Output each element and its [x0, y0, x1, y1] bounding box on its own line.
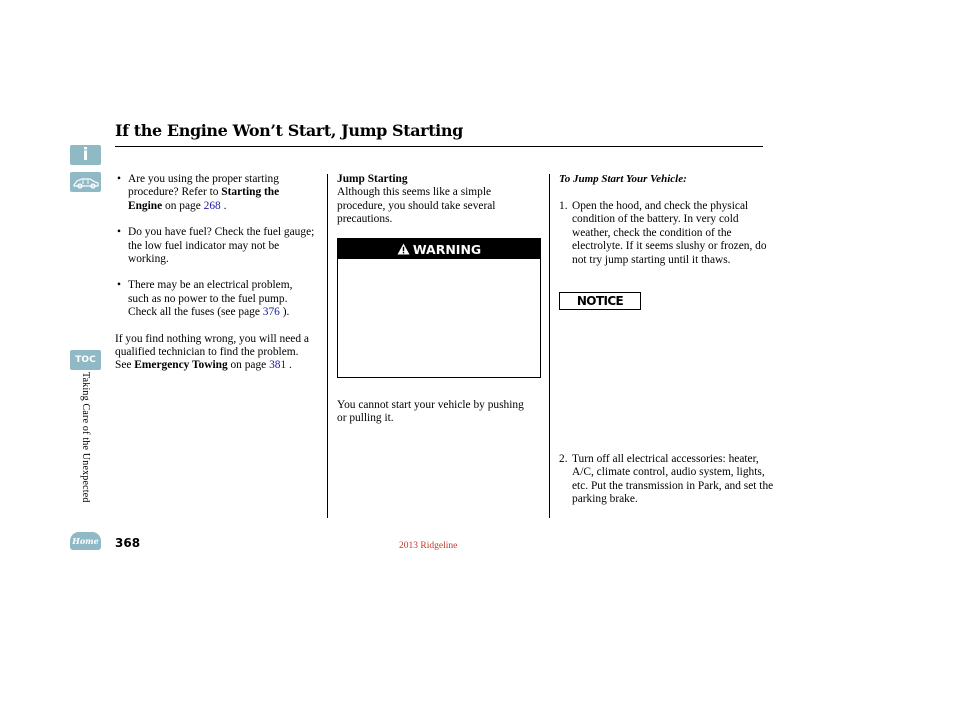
- home-label: Home: [72, 536, 99, 546]
- car-icon[interactable]: [70, 172, 101, 192]
- column-1: [115, 173, 315, 373]
- text: There may be an electrical problem, such as no power to the fuel pump. Check all the fuses (see page: [128, 279, 293, 319]
- step-number: 2.: [559, 453, 568, 466]
- page-link-381[interactable]: 381: [269, 359, 287, 372]
- section-side-label: Taking Care of the Unexpected: [80, 372, 91, 503]
- toc-label: TOC: [75, 355, 96, 365]
- text: .: [220, 199, 227, 212]
- section-heading: Jump Starting: [337, 173, 408, 185]
- text: on page: [162, 199, 204, 212]
- column-divider-1: [327, 174, 328, 518]
- bullet-item: [115, 226, 315, 266]
- home-button[interactable]: [70, 532, 101, 550]
- info-icon-glyph: i: [82, 145, 89, 165]
- ref-starting-engine: Starting the Engine: [128, 186, 280, 212]
- text: Are you using the proper starting procedure? Refer to: [128, 173, 279, 199]
- warning-triangle-icon: [397, 243, 410, 255]
- page-number: 368: [115, 536, 141, 550]
- page-link-268[interactable]: 268: [203, 199, 221, 212]
- text: on page: [227, 359, 270, 372]
- column-3-heading: To Jump Start Your Vehicle:: [559, 173, 687, 185]
- title-rule: [115, 146, 763, 147]
- step-number: 1.: [559, 200, 568, 212]
- page-link-376[interactable]: 376: [262, 306, 280, 319]
- step-1: [559, 200, 774, 267]
- info-icon[interactable]: [70, 145, 101, 165]
- intro-text: Although this seems like a simple procedure, you should take several precautions.: [337, 186, 496, 226]
- step-text: Turn off all electrical accessories: heater, A/C, climate control, audio system, lights, etc. Put the transmission in Park, and set the parking brake.: [572, 453, 774, 506]
- text: If you find nothing wrong, you will need a qualified technician to find the problem. See: [115, 332, 309, 372]
- notice-label: NOTICE: [576, 294, 624, 308]
- paragraph: [115, 333, 315, 373]
- bullet-item: [115, 173, 315, 213]
- text: .: [286, 359, 292, 372]
- ref-emergency-towing: Emergency Towing: [134, 359, 228, 372]
- bullet-item: [115, 279, 315, 319]
- notice-box: [559, 292, 641, 310]
- car-outline-icon: [70, 172, 101, 192]
- toc-button[interactable]: [70, 350, 101, 370]
- step-2: [559, 453, 776, 507]
- warning-header: [338, 239, 540, 259]
- warning-box: [337, 238, 541, 378]
- step-text: Open the hood, and check the physical condition of the battery. In very cold weather, check the condition of the electrolyte. If it seems slushy or frozen, do not try jump starting until it thaws.: [572, 200, 767, 266]
- column-divider-2: [549, 174, 550, 518]
- warning-label: WARNING: [412, 241, 482, 257]
- text: ).: [279, 306, 290, 319]
- footer-model: 2013 Ridgeline: [399, 541, 458, 551]
- push-note: You cannot start your vehicle by pushing or pulling it.: [337, 399, 524, 425]
- page-title: If the Engine Won’t Start, Jump Starting: [115, 121, 463, 140]
- text: Do you have fuel? Check the fuel gauge; the low fuel indicator may not be working.: [128, 226, 315, 266]
- column-2-top: [337, 173, 537, 227]
